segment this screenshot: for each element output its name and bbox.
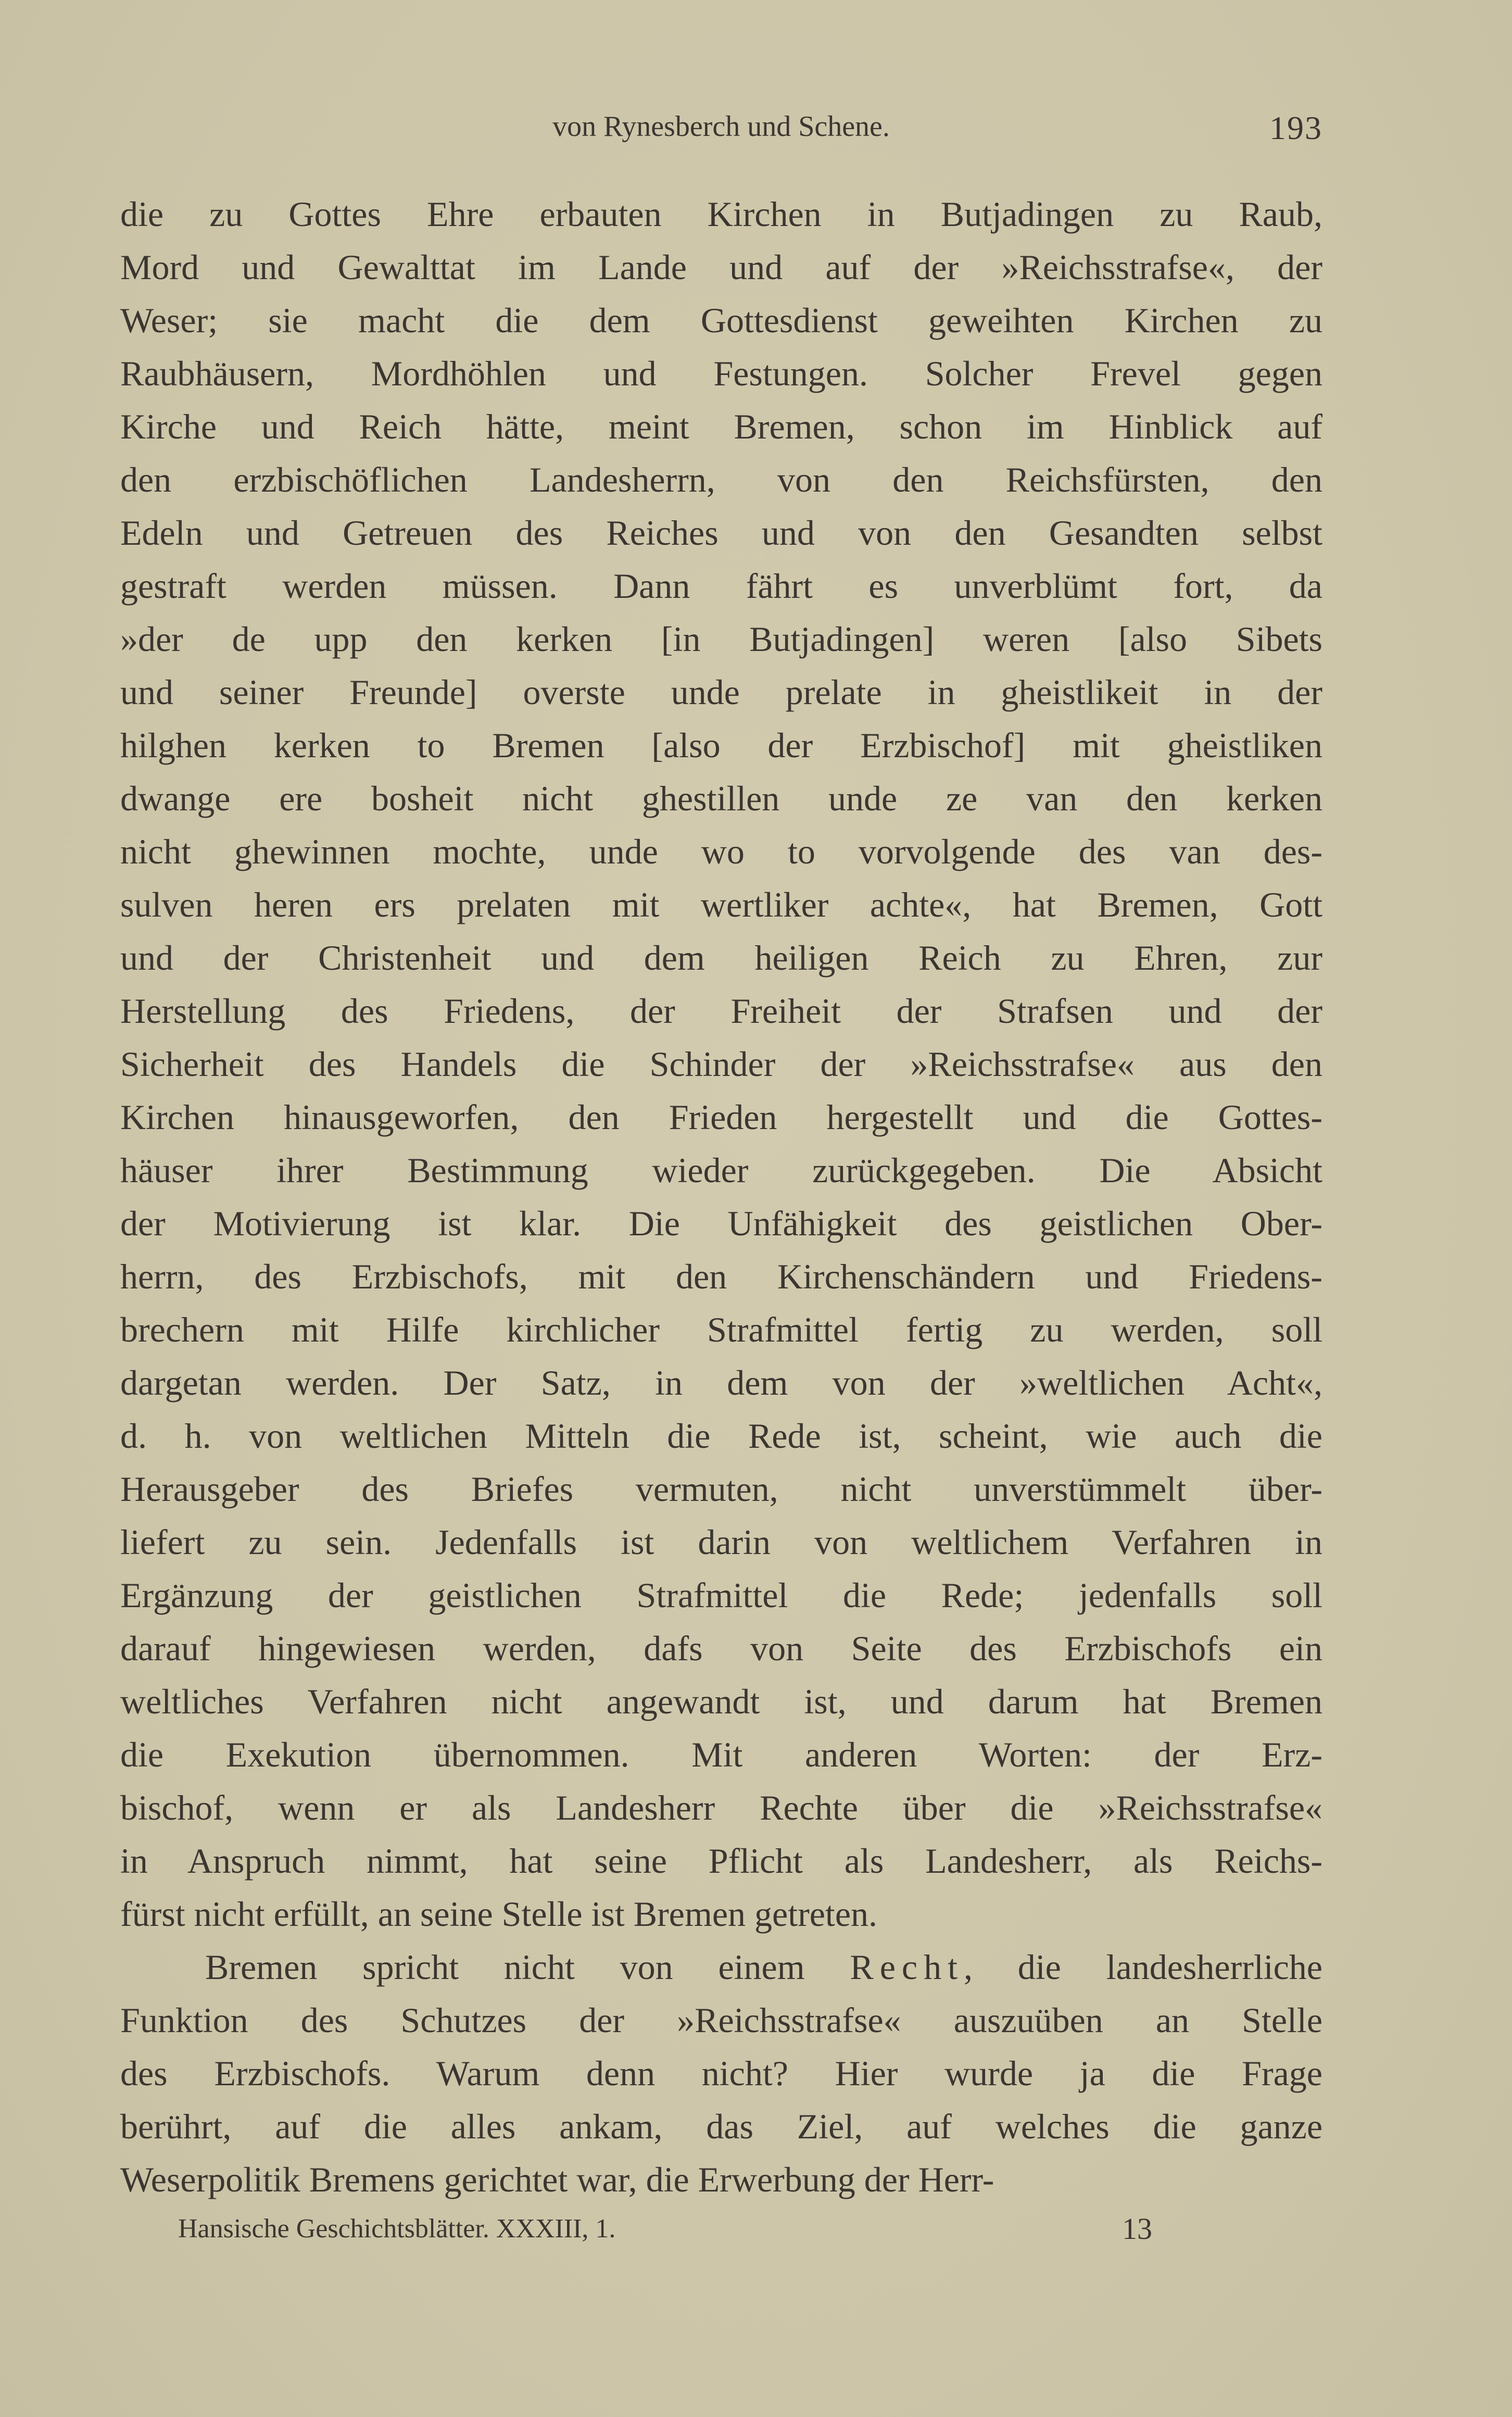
text-line: Edeln und Getreuen des Reiches und von den Gesandten selbst: [120, 513, 1322, 553]
text-line: fürst nicht erfüllt, an seine Stelle ist Bremen getreten.: [120, 1894, 877, 1934]
text-line: Weserpolitik Bremens gerichtet war, die Erwerbung der Herr-: [120, 2160, 994, 2199]
text-line: Funktion des Schutzes der »Reichsstrafse« auszuüben an Stelle: [120, 2000, 1322, 2040]
running-head: von Rynesberch und Schene.: [552, 110, 890, 143]
text-segment: , die landesherrliche: [964, 1947, 1322, 1987]
text-line: gestraft werden müssen. Dann fährt es unverblümt fort, da: [120, 566, 1322, 606]
text-line: die Exekution übernommen. Mit anderen Worten: der Erz-: [120, 1735, 1322, 1774]
text-line: bischof, wenn er als Landesherr Rechte über die »Reichsstrafse«: [120, 1788, 1322, 1827]
text-line: d. h. von weltlichen Mitteln die Rede ist, scheint, wie auch die: [120, 1416, 1322, 1456]
text-line: [120, 1940, 1322, 1994]
text-line: häuser ihrer Bestimmung wieder zurückgegeben. Die Absicht: [120, 1150, 1322, 1190]
text-line: darauf hingewiesen werden, dafs von Seite des Erzbischofs ein: [120, 1629, 1322, 1668]
text-line: der Motivierung ist klar. Die Unfähigkeit des geistlichen Ober-: [120, 1204, 1322, 1243]
text-line: dargetan werden. Der Satz, in dem von der »weltlichen Acht«,: [120, 1363, 1322, 1402]
text-line: die zu Gottes Ehre erbauten Kirchen in Butjadingen zu Raub,: [120, 194, 1322, 234]
text-line: des Erzbischofs. Warum denn nicht? Hier wurde ja die Frage: [120, 2053, 1322, 2093]
text-line: Ergänzung der geistlichen Strafmittel die Rede; jedenfalls soll: [120, 1575, 1322, 1615]
text-line: Herausgeber des Briefes vermuten, nicht unverstümmelt über-: [120, 1469, 1322, 1509]
text-line: brechern mit Hilfe kirchlicher Strafmittel fertig zu werden, soll: [120, 1310, 1322, 1349]
text-line: Mord und Gewalttat im Lande und auf der »Reichsstrafse«, der: [120, 247, 1322, 287]
text-line: weltliches Verfahren nicht angewandt ist, und darum hat Bremen: [120, 1682, 1322, 1721]
text-line: hilghen kerken to Bremen [also der Erzbischof] mit gheistliken: [120, 725, 1322, 765]
text-line: dwange ere bosheit nicht ghestillen unde ze van den kerken: [120, 779, 1322, 818]
text-line: Raubhäusern, Mordhöhlen und Festungen. Solcher Frevel gegen: [120, 354, 1322, 393]
text-line: Kirche und Reich hätte, meint Bremen, schon im Hinblick auf: [120, 407, 1322, 446]
text-line: »der de upp den kerken [in Butjadingen] weren [also Sibets: [120, 619, 1322, 659]
text-line: Herstellung des Friedens, der Freiheit der Strafsen und der: [120, 991, 1322, 1031]
text-line: in Anspruch nimmt, hat seine Pflicht als Landesherr, als Reichs-: [120, 1841, 1322, 1881]
emphasized-word: Recht: [850, 1947, 964, 1987]
text-line: sulven heren ers prelaten mit wertliker achte«, hat Bremen, Gott: [120, 885, 1322, 924]
text-line: berührt, auf die alles ankam, das Ziel, auf welches die ganze: [120, 2107, 1322, 2146]
text-line: und der Christenheit und dem heiligen Reich zu Ehren, zur: [120, 938, 1322, 978]
text-segment: Bremen spricht nicht von einem: [205, 1947, 850, 1987]
footer-signature-mark: 13: [1122, 2212, 1152, 2246]
text-line: den erzbischöflichen Landesherrn, von den Reichsfürsten, den: [120, 460, 1322, 499]
text-line: und seiner Freunde] overste unde prelate in gheistlikeit in der: [120, 672, 1322, 712]
text-line: liefert zu sein. Jedenfalls ist darin von weltlichem Verfahren in: [120, 1522, 1322, 1562]
text-line: Kirchen hinausgeworfen, den Frieden hergestellt und die Gottes-: [120, 1097, 1322, 1137]
text-line: herrn, des Erzbischofs, mit den Kirchenschändern und Friedens-: [120, 1257, 1322, 1296]
footer-journal-citation: Hansische Geschichtsblätter. XXXIII, 1.: [178, 2214, 616, 2244]
text-line: Weser; sie macht die dem Gottesdienst geweihten Kirchen zu: [120, 300, 1322, 340]
text-line: Sicherheit des Handels die Schinder der »Reichsstrafse« aus den: [120, 1044, 1322, 1084]
text-line: nicht ghewinnen mochte, unde wo to vorvolgende des van des-: [120, 832, 1322, 871]
page-number: 193: [1269, 109, 1322, 146]
